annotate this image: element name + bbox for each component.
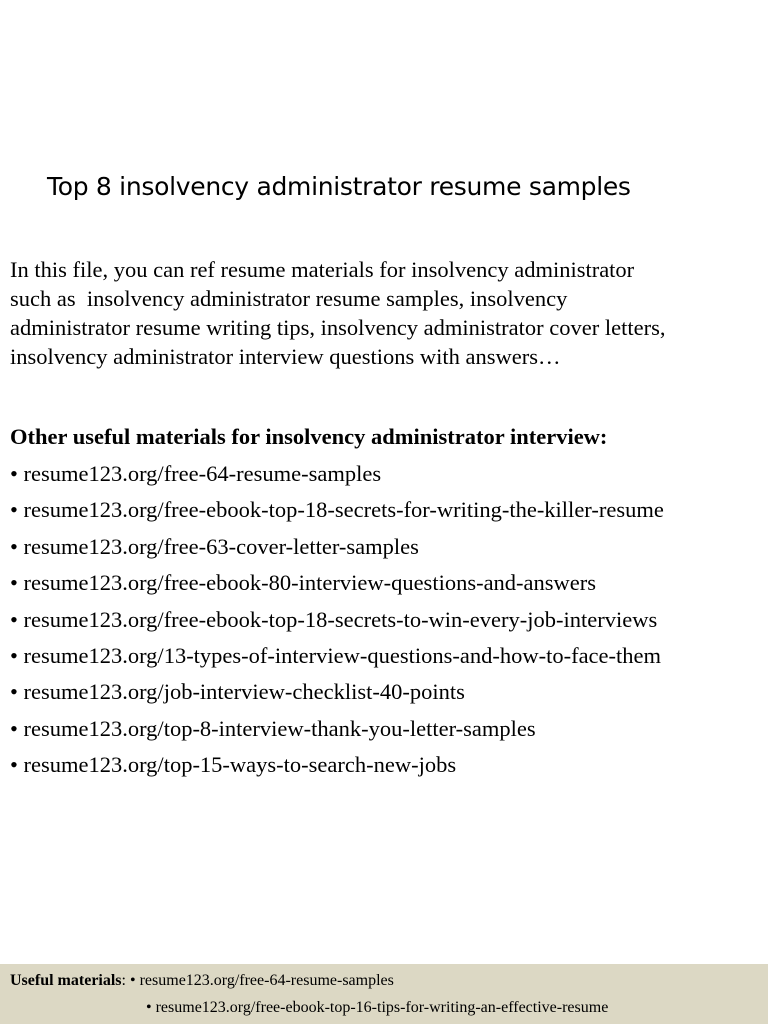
materials-heading: Other useful materials for insolvency administrator interview: [10, 424, 608, 449]
footer-link[interactable]: • resume123.org/free-ebook-top-16-tips-for-writing-an-effective-resume [146, 999, 609, 1016]
list-item-link[interactable]: • resume123.org/free-ebook-top-18-secrets-for-writing-the-killer-resume [10, 497, 664, 523]
footer-bar [0, 964, 768, 1024]
footer-link[interactable]: • resume123.org/free-64-resume-samples [129, 972, 394, 989]
list-item-link[interactable]: • resume123.org/free-64-resume-samples [10, 461, 382, 486]
list-item-link[interactable]: • resume123.org/top-15-ways-to-search-new-jobs [10, 752, 457, 778]
footer-label: Useful materials [10, 972, 122, 989]
page-title: Top 8 insolvency administrator resume samples [47, 172, 631, 201]
list-item-link[interactable]: • resume123.org/free-ebook-top-18-secrets-to-win-every-job-interviews [10, 606, 658, 632]
intro-line: insolvency administrator interview questions with answers… [10, 344, 561, 369]
intro-line: such as insolvency administrator resume samples, insolvency [10, 286, 568, 311]
list-item-link[interactable]: • resume123.org/job-interview-checklist-40-points [10, 679, 465, 705]
materials-list [10, 459, 664, 787]
footer-line [10, 972, 394, 990]
intro-line: In this file, you can ref resume materials for insolvency administrator [10, 257, 635, 282]
intro-paragraph [10, 255, 768, 371]
list-item-link[interactable]: • resume123.org/13-types-of-interview-questions-and-how-to-face-them [10, 642, 662, 668]
list-item-link[interactable]: • resume123.org/free-63-cover-letter-samples [10, 533, 419, 559]
list-item-link[interactable]: • resume123.org/free-ebook-80-interview-questions-and-answers [10, 570, 597, 596]
intro-line: administrator resume writing tips, insolvency administrator cover letters, [10, 315, 666, 340]
list-item-link[interactable]: • resume123.org/top-8-interview-thank-you-letter-samples [10, 715, 536, 741]
footer-separator: : [121, 972, 130, 989]
